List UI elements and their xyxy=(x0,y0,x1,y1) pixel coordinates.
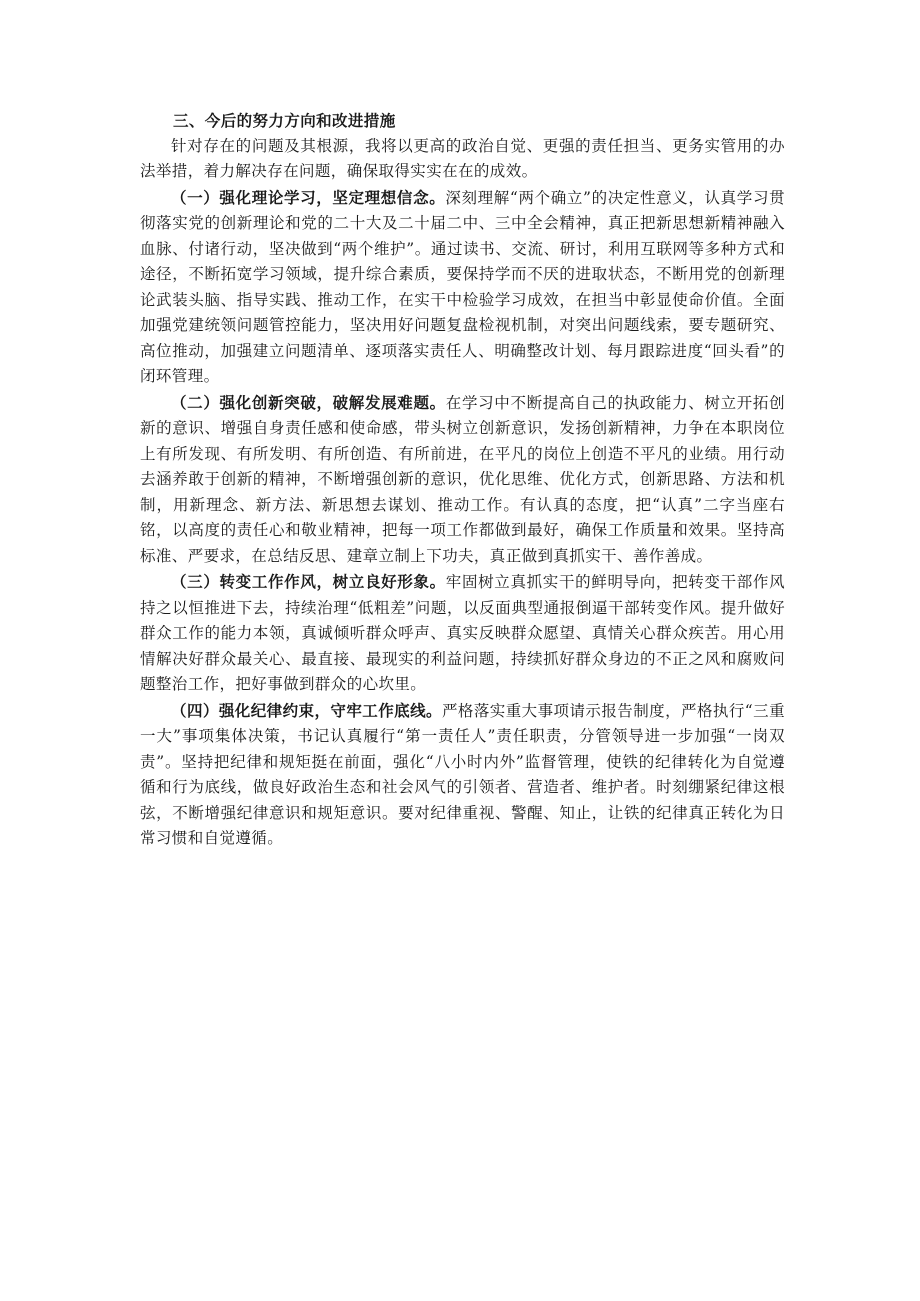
measure-body-1: 深刻理解“两个确立”的决定性意义，认真学习贯彻落实党的创新理论和党的二十大及二十届二中、三中全会精神，真正把新思想新精神融入血脉、付诸行动，坚决做到“两个维护”。通过读书、交流、研讨，利用互联网等多种方式和途径，不断拓宽学习领域，提升综合素质，要保持学而不厌的进取状态，不断用党的创新理论武装头脑、指导实践、推动工作，在实干中检验学习成效，在担当中彰显使命价值。全面加强党建统领问题管控能力，坚决用好问题复盘检视机制，对突出问题线索，要专题研究、高位推动，加强建立问题清单、逐项落实责任人、明确整改计划、每月跟踪进度“回头看”的闭环管理。 xyxy=(140,188,785,385)
measure-body-3: 牢固树立真抓实干的鲜明导向，把转变干部作风持之以恒推进下去，持续治理“低粗差”问题，以反面典型通报倒逼干部转变作风。提升做好群众工作的能力本领，真诚倾听群众呼声、真实反映群众愿望、真情关心群众疾苦。用心用情解决好群众最关心、最直接、最现实的利益问题，持续抓好群众身边的不正之风和腐败问题整治工作，把好事做到群众的心坎里。 xyxy=(140,573,785,693)
measure-body-2: 在学习中不断提高自己的执政能力、树立开拓创新的意识、增强自身责任感和使命感，带头树立创新意识，发扬创新精神，力争在本职岗位上有所发现、有所发明、有所创造、有所前进，在平凡的岗位上创造不平凡的业绩。用行动去涵养敢于创新的精神，不断增强创新的意识，优化思维、优化方式，创新思路、方法和机制，用新理念、新方法、新思想去谋划、推动工作。有认真的态度，把“认真”二字当座右铭，以高度的责任心和敬业精神，把每一项工作都做到最好，确保工作质量和效果。坚持高标准、严要求，在总结反思、建章立制上下功夫，真正做到真抓实干、善作善成。 xyxy=(140,393,785,565)
measure-title-2: （二）强化创新突破，破解发展难题。 xyxy=(171,392,446,412)
measure-title-3: （三）转变工作作风，树立良好形象。 xyxy=(171,572,446,591)
document-page xyxy=(140,108,785,852)
measure-title-4: （四）强化纪律约束，守牢工作底线。 xyxy=(171,700,442,720)
measure-body-4: 严格落实重大事项请示报告制度，严格执行“三重一大”事项集体决策，书记认真履行“第一责任人”责任职责，分管领导进一步加强“一岗双责”。坚持把纪律和规矩挺在前面，强化“八小时内外”监督管理，使铁的纪律转化为自觉遵循和行为底线，做良好政治生态和社会风气的引领者、营造者、维护者。时刻绷紧纪律这根弦，不断增强纪律意识和规矩意识。要对纪律重视、警醒、知止，让铁的纪律真正转化为日常习惯和自觉遵循。 xyxy=(140,701,785,847)
measure-paragraph-4 xyxy=(140,698,785,852)
measure-paragraph-1 xyxy=(140,185,785,390)
measure-paragraph-3 xyxy=(140,569,785,698)
intro-paragraph: 针对存在的问题及其根源，我将以更高的政治自觉、更强的责任担当、更务实管用的办法举措，着力解决存在问题，确保取得实实在在的成效。 xyxy=(140,136,785,180)
section-heading: 三、今后的努力方向和改进措施 xyxy=(173,111,396,130)
measure-paragraph-2 xyxy=(140,390,785,570)
measure-title-1: （一）强化理论学习，坚定理想信念。 xyxy=(171,187,446,207)
